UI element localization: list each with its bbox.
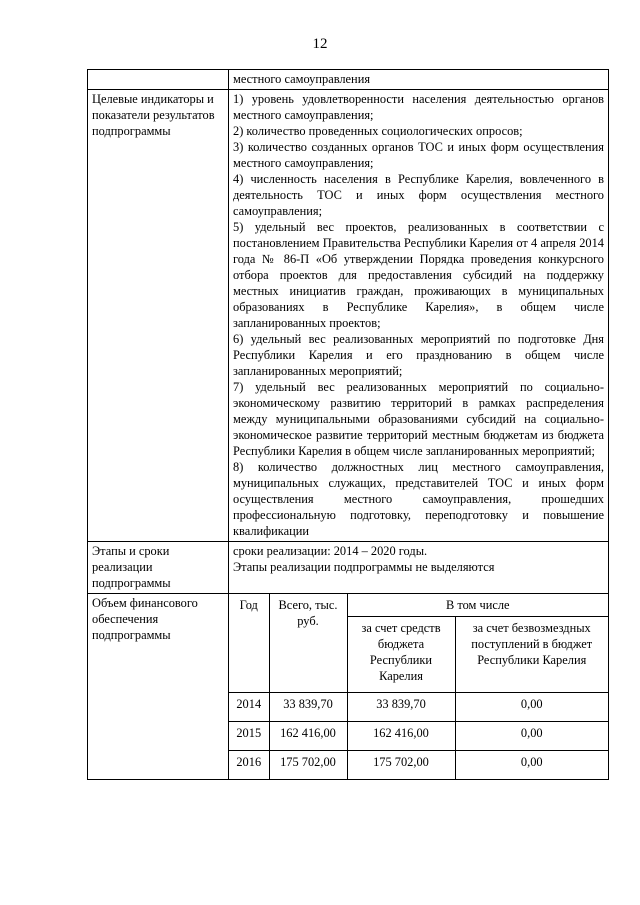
indicator-item: 6) удельный вес реализованных мероприятий по подготовке Дня Республики Карелия и его празднованию в общем числе запланированных мероприятий; [233,332,604,378]
finance-row [88,594,609,780]
stages-note: Этапы реализации подпрограммы не выделяются [233,560,495,574]
table-row [229,693,608,722]
indicators-list [229,90,609,542]
indicator-item: 2) количество проведенных социологических опросов; [233,124,523,138]
indicators-label: Целевые индикаторы и показатели результатов подпрограммы [88,90,229,542]
continuation-text: местного самоуправления [229,70,609,90]
continuation-label [88,70,229,90]
stages-period: сроки реализации: 2014 – 2020 годы. [233,544,428,558]
stages-row [88,542,609,594]
total-cell: 162 416,00 [269,722,347,751]
continuation-row [88,70,609,90]
stages-label: Этапы и сроки реализации подпрограммы [88,542,229,594]
year-cell: 2014 [229,693,269,722]
indicators-row [88,90,609,542]
budget-cell: 175 702,00 [347,751,455,780]
finance-table [229,594,608,779]
indicator-item: 5) удельный вес проектов, реализованных в соответствии с постановлением Правительства Республики Карелия от 4 апреля 2014 года № 86-П «Об утверждении Порядка проведения конкурсного отбора проектов для предоставления субсидий на поддержку местных инициатив граждан, проживающих в муниципальных образованиях в Республике Карелия», в общем числе запланированных проектов; [233,220,604,330]
indicator-item: 3) количество созданных органов ТОС и иных форм осуществления местного самоуправления; [233,140,604,170]
indicator-item: 7) удельный вес реализованных мероприятий по социально-экономическому развитию территорий в рамках распределения между муниципальными образованиями субсидий на социально-экономическое развитие территорий местным бюджетам из бюджета Республики Карелия в общем числе запланированных мероприятий; [233,380,604,458]
header-including: В том числе [347,594,608,617]
gratuitous-cell: 0,00 [455,693,608,722]
total-cell: 33 839,70 [269,693,347,722]
header-budget: за счет средств бюджета Республики Карелия [347,617,455,693]
finance-label: Объем финансового обеспечения подпрограммы [88,594,229,780]
page-number: 12 [312,36,328,52]
table-row [229,751,608,780]
indicator-item: 8) количество должностных лиц местного самоуправления, муниципальных служащих, представителей ТОС и иных форм осуществления местного самоуправления, прошедших профессиональную подготовку, переподготовку и повышение квалификации [233,460,604,538]
year-cell: 2015 [229,722,269,751]
subprogram-passport-table [87,69,609,780]
indicator-item: 1) уровень удовлетворенности населения деятельностью органов местного самоуправления; [233,92,604,122]
gratuitous-cell: 0,00 [455,751,608,780]
table-row [229,722,608,751]
finance-cell [229,594,609,780]
header-gratuitous: за счет безвозмездных поступлений в бюджет Республики Карелия [455,617,608,693]
stages-text [229,542,609,594]
budget-cell: 162 416,00 [347,722,455,751]
budget-cell: 33 839,70 [347,693,455,722]
total-cell: 175 702,00 [269,751,347,780]
gratuitous-cell: 0,00 [455,722,608,751]
header-total: Всего, тыс. руб. [269,594,347,693]
header-year: Год [229,594,269,693]
year-cell: 2016 [229,751,269,780]
indicator-item: 4) численность населения в Республике Карелия, вовлеченного в деятельность ТОС и иных форм осуществления местного самоуправления; [233,172,604,218]
